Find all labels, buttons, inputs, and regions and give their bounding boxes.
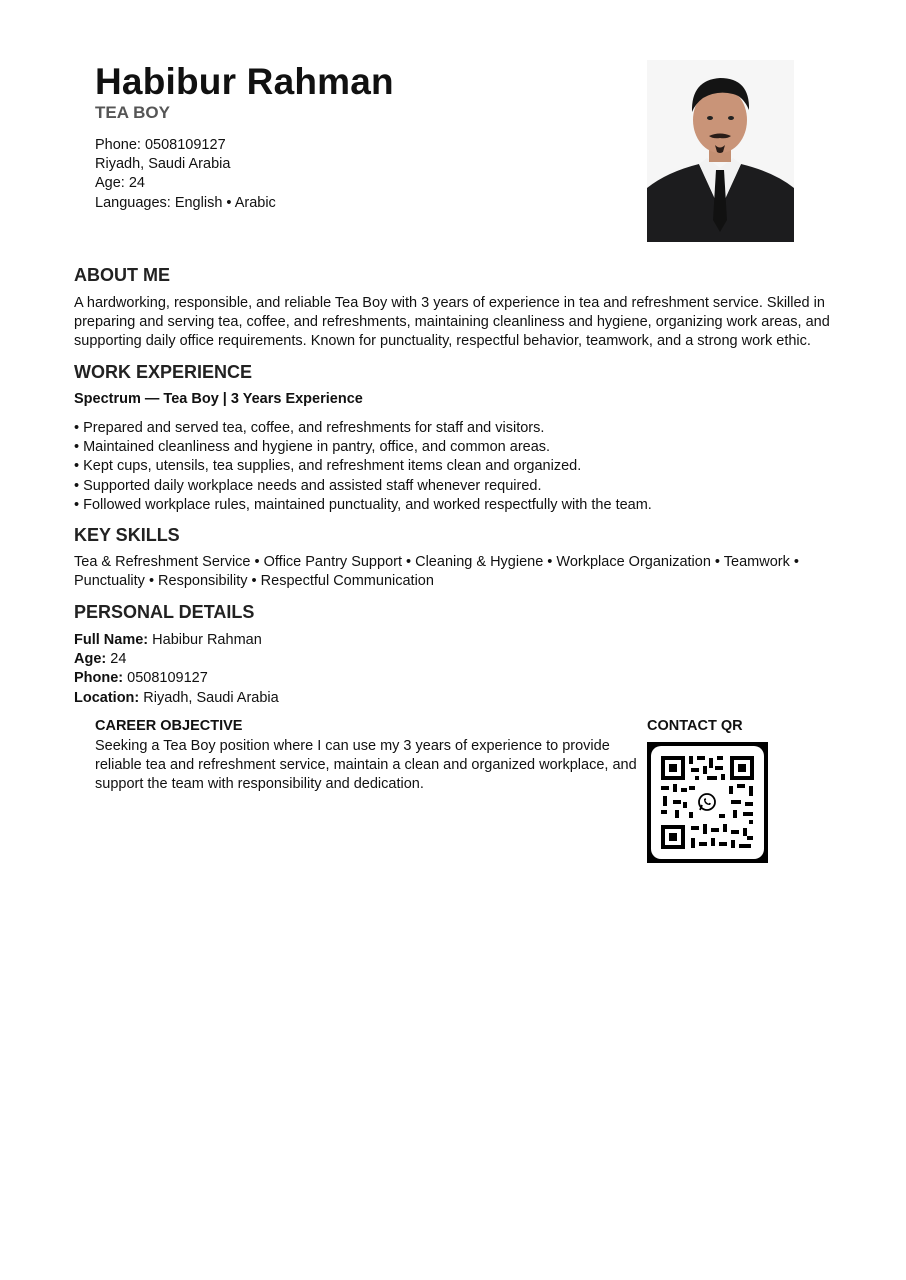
- about-heading: ABOUT ME: [74, 265, 170, 285]
- list-item: • Supported daily workplace needs and assisted staff whenever required.: [74, 477, 542, 494]
- about-text: A hardworking, responsible, and reliable Tea Boy with 3 years of experience in tea and refreshment service. Skilled in preparing and serving tea, coffee, and refreshments, maintaining cleanliness and hygiene, organizing work areas, and supporting daily office requirements. Known for punctuality, respectful behavior, teamwork, and a strong work ethic.: [74, 295, 830, 350]
- candidate-name: Habibur Rahman: [95, 61, 394, 102]
- detail-value: Habibur Rahman: [152, 632, 262, 648]
- objective-heading: CAREER OBJECTIVE: [95, 718, 243, 734]
- contact-phone: Phone: 0508109127: [95, 137, 226, 153]
- contact-age: Age: 24: [95, 175, 145, 192]
- qr-heading: CONTACT QR: [647, 718, 743, 734]
- experience-list: [74, 419, 652, 515]
- profile-photo: [647, 60, 794, 242]
- objective-text: Seeking a Tea Boy position where I can use my 3 years of experience to provide reliable tea and refreshment service, maintain a clean and organized workplace, and support the team with responsibility and dedication.: [95, 738, 637, 793]
- contact-location: Riyadh, Saudi Arabia: [95, 156, 231, 173]
- contact-qr-code[interactable]: [647, 742, 768, 863]
- detail-row-location: [74, 689, 279, 708]
- job-role: TEA BOY: [95, 103, 170, 122]
- contact-info: [95, 136, 276, 213]
- personal-heading: PERSONAL DETAILS: [74, 602, 255, 622]
- experience-heading: WORK EXPERIENCE: [74, 362, 253, 382]
- skills-text: Tea & Refreshment Service • Office Pantry Support • Cleaning & Hygiene • Workplace Organization • Teamwork • Punctuality • Responsibility • Respectful Communication: [74, 554, 799, 590]
- list-item: • Maintained cleanliness and hygiene in pantry, office, and common areas.: [74, 439, 551, 456]
- personal-details: [74, 631, 279, 708]
- detail-row-name: [74, 631, 279, 650]
- detail-value: 24: [110, 651, 127, 668]
- detail-row-phone: [74, 669, 279, 688]
- detail-label: Age:: [74, 651, 107, 668]
- detail-label: Full Name:: [74, 632, 149, 648]
- detail-label: Location:: [74, 689, 140, 706]
- contact-languages: Languages: English • Arabic: [95, 194, 276, 211]
- detail-row-age: [74, 650, 279, 669]
- job-title: Spectrum — Tea Boy | 3 Years Experience: [74, 391, 363, 407]
- detail-value: Riyadh, Saudi Arabia: [143, 689, 279, 706]
- list-item: • Prepared and served tea, coffee, and refreshments for staff and visitors.: [74, 420, 545, 436]
- detail-value: 0508109127: [127, 670, 208, 687]
- whatsapp-icon: [696, 791, 718, 813]
- skills-heading: KEY SKILLS: [74, 525, 180, 545]
- list-item: • Kept cups, utensils, tea supplies, and refreshment items clean and organized.: [74, 458, 582, 475]
- detail-label: Phone:: [74, 670, 124, 687]
- list-item: • Followed workplace rules, maintained punctuality, and worked respectfully with the team.: [74, 496, 652, 513]
